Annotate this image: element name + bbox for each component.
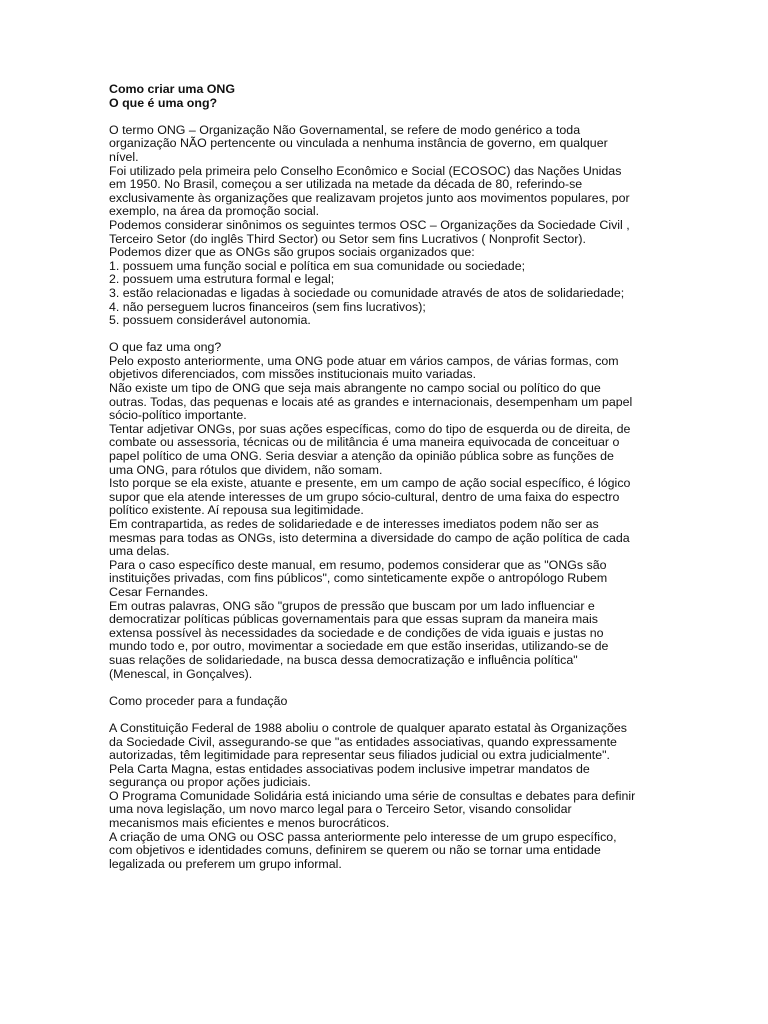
text-line: Pelo exposto anteriormente, uma ONG pode atuar em vários campos, de várias formas, com bbox=[109, 353, 619, 368]
section-definition bbox=[109, 124, 644, 328]
text-line: com objetivos e identidades comuns, definirem se querem ou não se tornar uma entidade bbox=[109, 843, 601, 858]
text-line: Não existe um tipo de ONG que seja mais abrangente no campo social ou político do que bbox=[109, 381, 601, 396]
text-line: mecanismos mais eficientes e menos burocráticos. bbox=[109, 816, 390, 831]
text-line: O termo ONG – Organização Não Governamental, se refere de modo genérico a toda bbox=[109, 122, 581, 137]
text-line: 2. possuem uma estrutura formal e legal; bbox=[109, 272, 335, 287]
text-line: instituições privadas, com fins públicos", como sinteticamente expõe o antropólogo Rubem bbox=[109, 571, 608, 586]
section-foundation bbox=[109, 722, 644, 872]
text-line: Podemos dizer que as ONGs são grupos sociais organizados que: bbox=[109, 245, 475, 260]
text-line: A criação de uma ONG ou OSC passa anteriormente pelo interesse de um grupo específico, bbox=[109, 829, 617, 844]
document-body bbox=[109, 83, 644, 871]
text-line: exclusivamente às organizações que realizavam projetos junto aos movimentos populares, por bbox=[109, 190, 630, 205]
text-line: uma ONG, para rótulos que dividem, não somam. bbox=[109, 462, 383, 477]
text-line: 1. possuem uma função social e política em sua comunidade ou sociedade; bbox=[109, 258, 526, 273]
text-line: outras. Todas, das pequenas e locais até as grandes e internacionais, desempenham um papel bbox=[109, 394, 633, 409]
section-what-it-does bbox=[109, 341, 644, 681]
text-line: suas relações de solidariedade, na busca dessa democratização e influência política" bbox=[109, 652, 578, 667]
text-line: supor que ela atende interesses de um grupo sócio-cultural, dentro de uma faixa do espectro bbox=[109, 489, 620, 504]
text-line: autorizadas, têm legitimidade para representar seus filiados judicial ou extra judicialmente". bbox=[109, 748, 610, 763]
text-line: 3. estão relacionadas e ligadas à sociedade ou comunidade através de atos de solidariedade; bbox=[109, 285, 625, 300]
document-title: Como criar uma ONG bbox=[109, 82, 235, 96]
text-line: Foi utilizado pela primeira pelo Conselho Econômico e Social (ECOSOC) das Nações Unidas bbox=[109, 163, 622, 178]
section-heading-foundation: Como proceder para a fundação bbox=[109, 693, 288, 708]
text-line: democratizar políticas públicas governamentais para que essas supram da maneira mais bbox=[109, 612, 598, 627]
text-line: combate ou assessoria, técnicas ou de militância é uma maneira equivocada de conceituar o bbox=[109, 435, 620, 450]
text-line: Cesar Fernandes. bbox=[109, 584, 209, 599]
text-line: Pela Carta Magna, estas entidades associativas podem inclusive impetrar mandatos de bbox=[109, 761, 590, 776]
text-line: objetivos diferenciados, com missões institucionais muito variadas. bbox=[109, 367, 477, 382]
text-line: uma nova legislação, um novo marco legal para o Terceiro Setor, visando consolidar bbox=[109, 802, 572, 817]
text-line: O Programa Comunidade Solidária está iniciando uma série de consultas e debates para definir bbox=[109, 788, 636, 803]
section-heading-what-is: O que é uma ong? bbox=[109, 95, 218, 110]
text-line: Para o caso específico deste manual, em resumo, podemos considerar que as "ONGs são bbox=[109, 557, 607, 572]
text-line: sócio-político importante. bbox=[109, 408, 247, 423]
paragraph-gap bbox=[109, 681, 644, 695]
text-line: mundo todo e, por outro, movimentar a sociedade em que estão inseridas, utilizando-se de bbox=[109, 639, 609, 654]
text-line: em 1950. No Brasil, começou a ser utilizada na metade da década de 80, referindo-se bbox=[109, 177, 583, 192]
text-line: extensa possível às necessidades da sociedade e de condições de vida iguais e justas no bbox=[109, 625, 604, 640]
text-line: Tentar adjetivar ONGs, por suas ações específicas, como do tipo de esquerda ou de direita, de bbox=[109, 421, 631, 436]
text-line: papel político de uma ONG. Seria desviar a atenção da opinião pública sobre as funções de bbox=[109, 449, 614, 464]
text-line: O que faz uma ong? bbox=[109, 340, 222, 355]
text-line: político existente. Aí repousa sua legitimidade. bbox=[109, 503, 364, 518]
text-line: 4. não perseguem lucros financeiros (sem fins lucrativos); bbox=[109, 299, 426, 314]
text-line: Em contrapartida, as redes de solidariedade e de interesses imediatos podem não ser as bbox=[109, 517, 599, 531]
text-line: mesmas para todas as ONGs, isto determina a diversidade do campo de ação política de cada bbox=[109, 530, 630, 545]
text-line: Podemos considerar sinônimos os seguintes termos OSC – Organizações da Sociedade Civil , bbox=[109, 217, 630, 232]
text-line: A Constituição Federal de 1988 aboliu o controle de qualquer aparato estatal às Organizações bbox=[109, 720, 627, 735]
text-line: Em outras palavras, ONG são "grupos de pressão que buscam por um lado influenciar e bbox=[109, 598, 595, 613]
text-line: Isto porque se ela existe, atuante e presente, em um campo de ação social específico, é lógico bbox=[109, 476, 631, 491]
text-line: exemplo, na área da promoção social. bbox=[109, 204, 320, 219]
text-line: (Menescal, in Gonçalves). bbox=[109, 666, 253, 681]
text-line: 5. possuem considerável autonomia. bbox=[109, 313, 311, 328]
text-line: organização NÃO pertencente ou vinculada a nenhuma instância de governo, em qualquer bbox=[109, 136, 608, 151]
text-line: da Sociedade Civil, assegurando-se que "as entidades associativas, quando expressamente bbox=[109, 734, 617, 749]
text-line: nível. bbox=[109, 149, 139, 164]
paragraph-gap bbox=[109, 708, 644, 722]
text-line: uma delas. bbox=[109, 544, 170, 559]
paragraph-gap bbox=[109, 110, 644, 124]
paragraph-gap bbox=[109, 328, 644, 342]
text-line: Terceiro Setor (do inglês Third Sector) ou Setor sem fins Lucrativos ( Nonprofit Sector). bbox=[109, 231, 587, 246]
text-line: legalizada ou preferem um grupo informal. bbox=[109, 856, 342, 871]
text-line: segurança ou propor ações judiciais. bbox=[109, 775, 311, 790]
